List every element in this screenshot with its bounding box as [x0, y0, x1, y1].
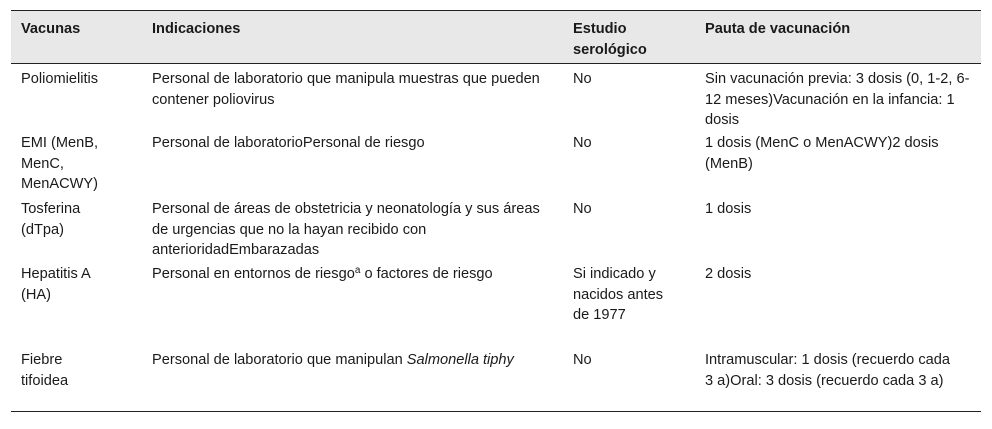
cell-indicaciones — [152, 350, 532, 371]
header-indicaciones: Indicaciones — [152, 21, 241, 37]
footnote-marker: a — [354, 265, 361, 276]
cell-indicaciones: Personal de laboratorioPersonal de riesgo — [152, 135, 425, 151]
cell-estudio: Si indicado y nacidos antes de 1977 — [573, 266, 664, 324]
table-row — [11, 130, 981, 196]
cell-vacuna: Poliomielitis — [21, 71, 99, 87]
organism-name: Salmonella tiphy — [406, 352, 514, 368]
cell-indicaciones — [152, 264, 552, 285]
indicaciones-text: Personal en entornos de riesgo — [152, 266, 355, 282]
indicaciones-text-cont: o factores de riesgo — [360, 266, 493, 282]
cell-estudio: No — [573, 71, 592, 87]
header-estudio-line2: serológico — [573, 41, 647, 58]
table-row — [11, 261, 981, 347]
cell-indicaciones: Personal de laboratorio que manipula muestras que pueden contener poliovirus — [152, 71, 540, 108]
cell-estudio: No — [573, 135, 592, 151]
header-pauta: Pauta de vacunación — [705, 21, 851, 37]
cell-pauta: Intramuscular: 1 dosis (recuerdo cada 3 a)Oral: 3 dosis (recuerdo cada 3 a) — [705, 352, 950, 389]
cell-vacuna: Tosferina (dTpa) — [21, 201, 81, 238]
cell-estudio: No — [573, 352, 592, 368]
header-vacunas: Vacunas — [21, 21, 81, 37]
table-row — [11, 347, 981, 411]
table-row — [11, 196, 981, 261]
cell-pauta: 1 dosis — [705, 201, 752, 217]
indicaciones-text: Personal de laboratorio que manipulan — [152, 352, 407, 368]
table-header — [11, 11, 981, 64]
vaccination-table — [11, 10, 981, 412]
header-estudio-line1: Estudio — [573, 21, 627, 37]
cell-pauta: Sin vacunación previa: 3 dosis (0, 1-2, 6-12 meses)Vacunación en la infancia: 1 dosis — [705, 71, 970, 129]
table-row — [11, 64, 981, 130]
cell-vacuna: Hepatitis A (HA) — [21, 266, 90, 303]
cell-pauta: 1 dosis (MenC o MenACWY)2 dosis (MenB) — [705, 135, 939, 172]
cell-indicaciones: Personal de áreas de obstetricia y neonatología y sus áreas de urgencias que no la hayan recibido con anterioridadEmbarazadas — [152, 201, 540, 259]
header-estudio-serologico — [573, 19, 691, 60]
cell-vacuna: EMI (MenB, MenC, MenACWY) — [21, 135, 99, 193]
cell-vacuna: Fiebre tifoidea — [21, 352, 69, 389]
cell-estudio: No — [573, 201, 592, 217]
cell-pauta: 2 dosis — [705, 266, 752, 282]
